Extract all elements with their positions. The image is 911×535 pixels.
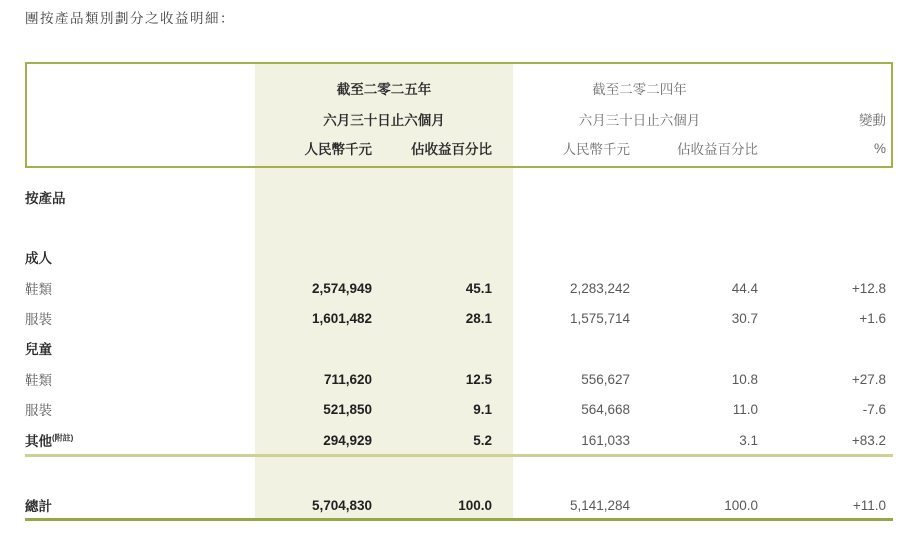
header-2024-unit: 人民幣千元: [562, 142, 630, 157]
header-2025-share: 佔收益百分比: [411, 142, 492, 157]
cell-2024-amount: 556,627: [581, 371, 630, 387]
page-title: 團按產品類別劃分之收益明細：: [25, 11, 235, 26]
cell-2024-share: 10.8: [731, 371, 758, 387]
cell-2025-share: 12.5: [465, 371, 492, 387]
row-label-text: 其他: [25, 434, 52, 449]
header-2025-duration: 六月三十日止六個月: [323, 113, 445, 128]
table-row: [25, 425, 893, 455]
cell-2024-amount: 5,141,284: [569, 497, 630, 513]
header-row-units: [25, 133, 893, 163]
table-row-group: [25, 242, 893, 272]
cell-2025-amount: 2,574,949: [311, 280, 372, 296]
header-2025-period: 截至二零二五年: [336, 82, 432, 97]
table-row: [25, 364, 893, 394]
row-label: 成人: [25, 251, 52, 266]
row-label: 鞋類: [25, 373, 52, 388]
header-2024-duration: 六月三十日止六個月: [578, 113, 701, 128]
row-label: 服裝: [25, 312, 52, 327]
cell-2024-share: 100.0: [724, 497, 758, 513]
cell-change: +12.8: [851, 280, 886, 296]
cell-change: +83.2: [851, 432, 886, 448]
section-row: [25, 182, 893, 212]
row-label: 服裝: [25, 403, 52, 418]
cell-2024-amount: 161,033: [581, 432, 630, 448]
footnote-marker: (附註): [52, 433, 74, 443]
header-row-period: [25, 73, 893, 103]
table-row: [25, 273, 893, 303]
header-2024-period: 截至二零二四年: [592, 82, 687, 97]
cell-change: -7.6: [862, 401, 886, 417]
header-row-duration: [25, 104, 893, 134]
total-row: [25, 490, 893, 520]
cell-2025-amount: 5,704,830: [311, 497, 372, 513]
header-2024-share: 佔收益百分比: [677, 142, 758, 157]
cell-2025-share: 45.1: [465, 280, 492, 296]
table-row: [25, 303, 893, 333]
section-label: 按產品: [25, 191, 66, 206]
cell-2025-share: 9.1: [473, 401, 492, 417]
cell-2025-share: 28.1: [465, 310, 492, 326]
revenue-by-product-table: [25, 62, 893, 521]
table-row-group: [25, 333, 893, 363]
cell-2025-share: 100.0: [458, 497, 492, 513]
cell-2025-share: 5.2: [473, 432, 492, 448]
cell-2024-share: 3.1: [739, 432, 758, 448]
table-bottom-border: [25, 518, 893, 521]
cell-change: +27.8: [851, 371, 886, 387]
separator-line: [25, 454, 893, 457]
total-label: 總計: [25, 499, 52, 514]
cell-change: +1.6: [859, 310, 886, 326]
row-label: [25, 430, 255, 450]
cell-2024-amount: 1,575,714: [569, 310, 630, 326]
table-row: [25, 394, 893, 424]
cell-2025-amount: 294,929: [323, 432, 372, 448]
cell-2024-share: 11.0: [732, 401, 758, 417]
header-change-label: 變動: [859, 113, 886, 128]
row-label: 鞋類: [25, 282, 52, 297]
cell-2024-amount: 564,668: [581, 401, 630, 417]
cell-2024-share: 30.7: [731, 310, 758, 326]
header-2025-unit: 人民幣千元: [304, 142, 372, 157]
cell-2025-amount: 521,850: [323, 401, 372, 417]
cell-change: +11.0: [852, 497, 886, 513]
cell-2024-share: 44.4: [731, 280, 758, 296]
cell-2025-amount: 711,620: [323, 371, 372, 387]
row-label: 兒童: [25, 342, 52, 357]
header-change-unit: %: [873, 140, 886, 156]
cell-2024-amount: 2,283,242: [569, 280, 630, 296]
cell-2025-amount: 1,601,482: [311, 310, 372, 326]
